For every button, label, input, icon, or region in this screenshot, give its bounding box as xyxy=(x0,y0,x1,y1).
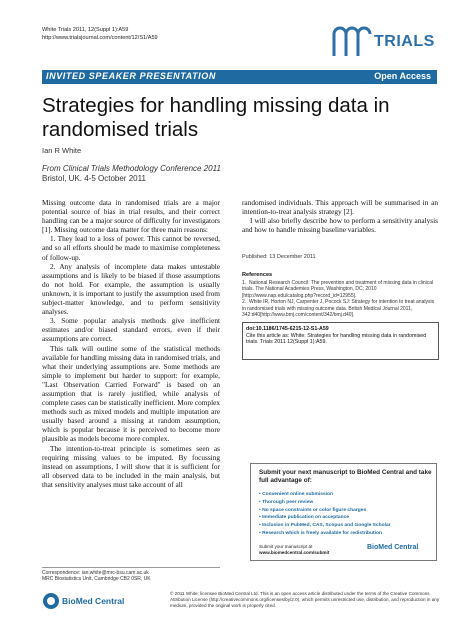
trials-logo-icon xyxy=(330,26,374,60)
list-item: • Immediate publication on acceptance xyxy=(259,515,350,521)
body-column-right xyxy=(242,198,438,234)
paragraph: randomised individuals. This approach will be summarised in an intention-to-treat analysis strategy [2]. xyxy=(242,198,438,217)
journal-line: White Trials 2011, 12(Suppl 1):A59 xyxy=(42,27,129,33)
doi[interactable]: doi:10.1186/1745-6215-12-S1-A59 xyxy=(246,326,329,332)
biomed-central-logo-small: BioMed Central xyxy=(367,544,419,551)
trials-logo xyxy=(330,26,440,60)
references-heading: References xyxy=(242,272,273,278)
banner-label: INVITED SPEAKER PRESENTATION xyxy=(46,71,216,81)
list-item: • Research which is freely available for redistribution xyxy=(259,530,382,536)
reference-item: 1. National Research Council: The prevention and treatment of missing data in clinical trials. The National Academies Press, Washington, DC; 2010 [http://www.nap.edu/catalog.php?record_id=12955]. xyxy=(242,280,434,299)
open-access-label: Open Access xyxy=(374,71,431,81)
cite-text: Cite this article as: White: Strategies for handling missing data in randomised trials. Trials 2011 12(Suppl 1):A59. xyxy=(246,332,427,346)
conference-info xyxy=(42,164,221,184)
paragraph: This talk will outline some of the statistical methods available for handling missing data in randomised trials, and what their underlying assumptions are. Some methods are simple to implement but harder to support: for example, "Last Observation Carried Forward" is based on an assumption that is rarely justified, while analysis of complete cases can be statistically inefficient. More complex methods such as mixed models and multiple imputation are usually based around a missing at random assumption, which is popular because it is perceived to become more plausible as models become more complex. xyxy=(42,343,220,444)
list-item: • Inclusion in PubMed, CAS, Scopus and Google Scholar xyxy=(259,523,391,529)
article-title: Strategies for handling missing data in randomised trials xyxy=(42,94,390,141)
references-list xyxy=(242,280,438,318)
benefits-list xyxy=(259,491,391,538)
section-banner xyxy=(42,70,437,84)
submit-title: Submit your next manuscript to BioMed Central and take full advantage of: xyxy=(259,469,432,485)
license-text: © 2011 White; licensee BioMed Central Ltd. This is an open access article distributed under the terms of the Creative Commons Attribution License (http://creativecommons.org/licenses/by/2.0), which permits unrestricted use, distribution, and reproduction in any medium, provided the original work is properly cited. xyxy=(170,591,440,608)
list-item: • No space constraints or color figure charges xyxy=(259,507,367,513)
citation-box xyxy=(242,322,439,360)
submit-footer: Submit your manuscript at www.biomedcentral.com/submit xyxy=(259,544,330,555)
paragraph: 2. Any analysis of incomplete data makes untestable assumptions and is likely to be biased if those assumptions do not hold. For example, the assumption is usually unknown, it is important to justify the assumption used from subject-matter knowledge, and to perform sensitivity analyses. xyxy=(42,261,220,317)
biomed-central-logo: BioMed Central xyxy=(42,591,126,611)
correspondence: Correspondence: ian.white@mrc-bsu.cam.ac.uk MRC Biostatistics Unit, Cambridge CB2 0SR, UK xyxy=(42,570,151,583)
conference-name: From Clinical Trials Methodology Conference 2011 xyxy=(42,164,221,173)
submit-link[interactable]: www.biomedcentral.com/submit xyxy=(259,549,330,555)
paragraph: 3. Some popular analysis methods give inefficient estimates and/or biased standard errors, even if their assumptions are correct. xyxy=(42,316,220,344)
list-item: • Thorough peer review xyxy=(259,499,314,505)
paragraph: 1. They lead to a loss of power. This cannot be reversed, and so all efforts should be made to maximise completeness of follow-up. xyxy=(42,234,220,262)
list-item: • Convenient online submission xyxy=(259,492,333,497)
reference-item: 2. White IR, Horton NJ, Carpenter J, Pocock SJ: Strategy for intention to treat analysis in randomised trials with missing outcome data. British Medical Journal 2011, 342:d40[http://www.bmj.com/content/342/bmj.d40]. xyxy=(242,299,435,319)
paragraph: The intention-to-treat principle is sometimes seen as requiring missing values to be imputed. By focussing instead on assumptions, I will show that it is sufficient for all observed data to be included in the main analysis, but that sensitivity analyses must take account of all xyxy=(42,443,220,489)
citation-header xyxy=(42,27,158,42)
submit-panel xyxy=(250,463,437,561)
biomed-central-logo-icon xyxy=(42,592,60,610)
article-url[interactable]: http://www.trialsjournal.com/content/12/S1/A59 xyxy=(42,34,158,41)
paragraph: Missing outcome data in randomised trials are a major potential source of bias in trial results, and their correct handling can be a major source of difficulty for investigators [1]. Missing outcome data matter for three main reasons: xyxy=(42,198,220,235)
conference-location: Bristol, UK. 4-5 October 2011 xyxy=(42,174,146,183)
published-date: Published: 13 December 2011 xyxy=(242,254,316,260)
divider xyxy=(42,567,220,568)
body-column-left xyxy=(42,198,220,489)
logo-text: TRIALS xyxy=(374,33,435,50)
author: Ian R White xyxy=(42,146,82,155)
paragraph: I will also briefly describe how to perform a sensitivity analysis and how to handle missing baseline variables. xyxy=(242,216,438,235)
